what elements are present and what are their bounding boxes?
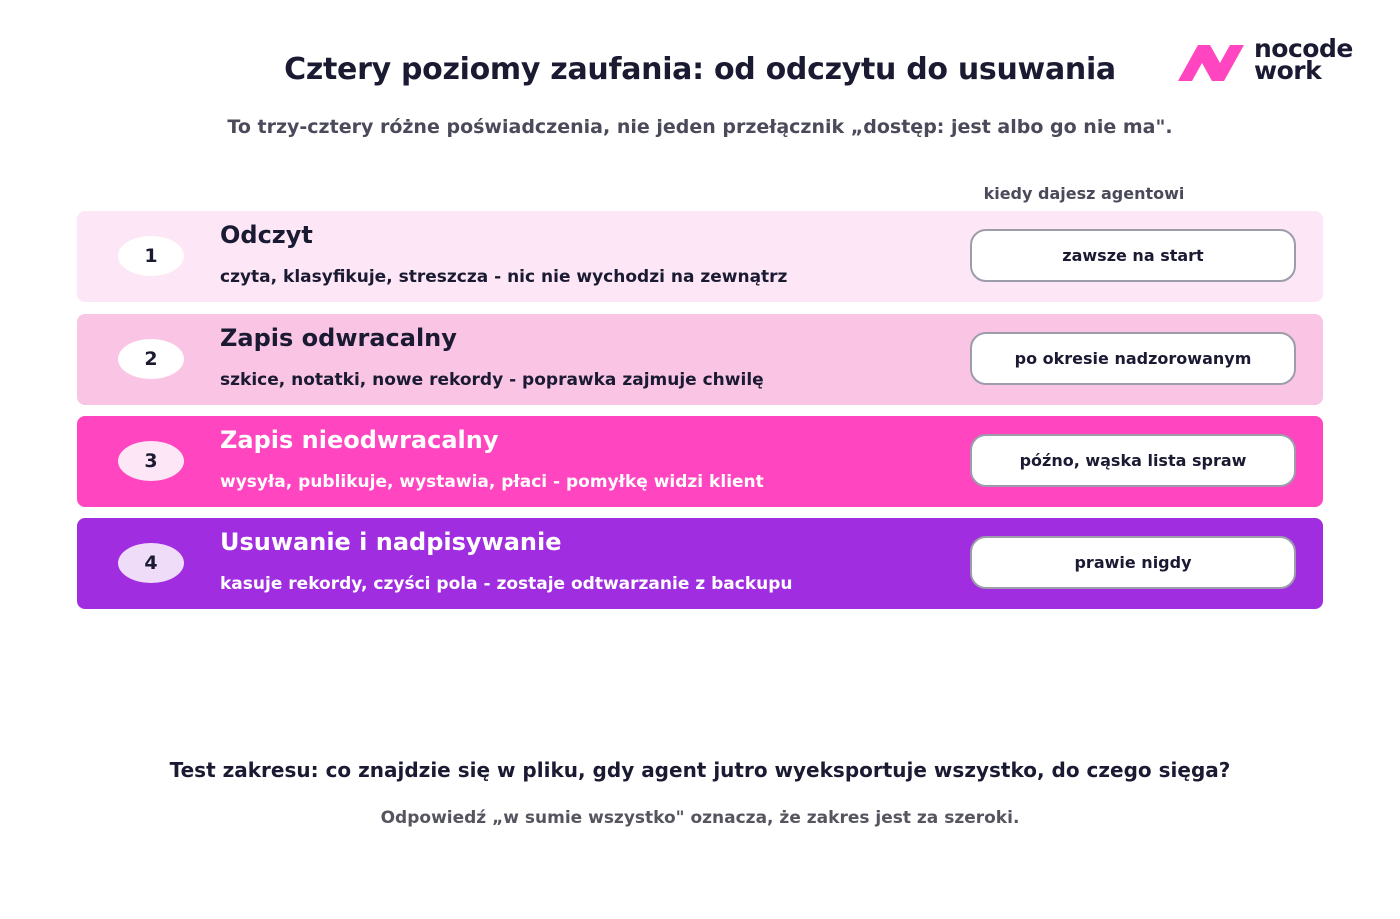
brand-logo — [1176, 34, 1366, 88]
level-title: Usuwanie i nadpisywanie — [220, 528, 562, 556]
level-when-pill: po okresie nadzorowanym — [970, 332, 1296, 385]
level-when-pill: zawsze na start — [970, 229, 1296, 282]
logo-wordmark — [1254, 34, 1353, 85]
level-number-badge: 3 — [118, 441, 184, 481]
level-row-3 — [77, 416, 1323, 507]
level-number-badge: 1 — [118, 236, 184, 276]
level-description: szkice, notatki, nowe rekordy - poprawka zajmuje chwilę — [220, 370, 764, 390]
level-number-badge: 4 — [118, 543, 184, 583]
level-description: wysyła, publikuje, wystawia, płaci - pomyłkę widzi klient — [220, 472, 764, 492]
level-title: Zapis nieodwracalny — [220, 426, 499, 454]
level-title: Zapis odwracalny — [220, 324, 457, 352]
level-title: Odczyt — [220, 221, 313, 249]
level-row-1 — [77, 211, 1323, 302]
column-header: kiedy dajesz agentowi — [983, 184, 1185, 203]
logo-line-2: work — [1254, 56, 1322, 85]
logo-mark-icon — [1176, 41, 1246, 83]
level-description: kasuje rekordy, czyści pola - zostaje odtwarzanie z backupu — [220, 574, 793, 594]
page-title: Cztery poziomy zaufania: od odczytu do usuwania — [284, 52, 1116, 87]
level-row-2 — [77, 314, 1323, 405]
scope-test-question: Test zakresu: co znajdzie się w pliku, gdy agent jutro wyeksportuje wszystko, do czego sięga? — [169, 758, 1231, 782]
scope-test-answer: Odpowiedź „w sumie wszystko" oznacza, że zakres jest za szeroki. — [380, 808, 1020, 828]
logo-line-1: nocode — [1254, 34, 1353, 63]
level-number-badge: 2 — [118, 339, 184, 379]
page-subtitle: To trzy-cztery różne poświadczenia, nie jeden przełącznik „dostęp: jest albo go nie ma". — [227, 116, 1173, 138]
level-row-4 — [77, 518, 1323, 609]
level-when-pill: prawie nigdy — [970, 536, 1296, 589]
level-when-pill: późno, wąska lista spraw — [970, 434, 1296, 487]
level-description: czyta, klasyfikuje, streszcza - nic nie wychodzi na zewnątrz — [220, 267, 788, 287]
